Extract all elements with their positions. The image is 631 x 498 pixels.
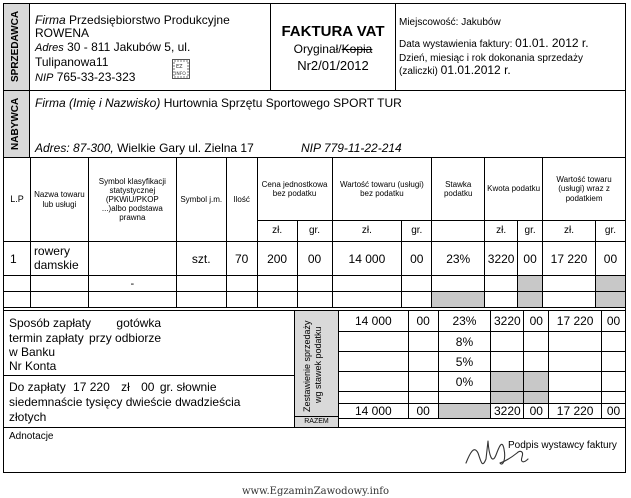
header-price-zl: zł.	[257, 221, 297, 242]
watermark-text: www.EgzaminZawodowy.info	[241, 486, 390, 497]
seller-address-1: 30 - 811 Jakubów 5, ul.	[67, 40, 191, 54]
payment-value: gotówka	[116, 316, 162, 330]
svg-text:EZ: EZ	[176, 64, 183, 70]
row1-rate: 23%	[432, 242, 485, 276]
seller-address-label: Adres	[35, 42, 64, 54]
seller-nip-label: NIP	[35, 72, 54, 84]
invoice-original: Oryginał/	[293, 42, 342, 56]
total-gross-gr: 00	[602, 404, 626, 419]
buyer-name-value: Hurtownia Sprzętu Sportowego SPORT TUR	[163, 96, 402, 110]
issue-date-value: 01.01. 2012 r.	[515, 36, 589, 50]
table-row	[339, 352, 626, 372]
place-value: Jakubów	[461, 17, 501, 28]
buyer-side-label: NABYWCA	[10, 97, 21, 150]
table-row	[339, 392, 626, 404]
stamp-logo-icon	[173, 60, 189, 78]
header-net: Wartość towaru (usługi) bez podatku	[332, 158, 432, 221]
header-price-gr: gr.	[297, 221, 332, 242]
header-net-zl: zł.	[332, 221, 402, 242]
seller-firm-name-1: Przedsiębiorstwo Produkcyjne	[69, 13, 230, 27]
table-row	[339, 311, 626, 332]
total-shaded-rate	[438, 404, 491, 419]
due-words-1: siedemnaście tysięcy dwieście dwadzieścia	[9, 395, 241, 409]
payment-label: Sposób zapłaty	[9, 316, 92, 330]
summary-vertical-label-2: wg stawek podatku	[313, 326, 323, 403]
buyer-name-label: Firma (Imię i Nazwisko)	[35, 96, 161, 110]
seller-nip-value: 765-33-23-323	[56, 70, 136, 84]
account-label: Nr Konta	[9, 359, 57, 373]
sale-date-label-1: Dzień, miesiąc i rok dokonania sprzedaży	[399, 53, 583, 64]
sale-date-label-2: (zaliczki)	[399, 66, 438, 77]
sale-date-value: 01.01.2012 r.	[440, 63, 511, 77]
seller-side-label: SPRZEDAWCA	[10, 10, 21, 82]
header-net-gr: gr.	[402, 221, 432, 242]
row1-net-zl: 14 000	[332, 242, 402, 276]
header-lp: L.P	[4, 158, 31, 242]
total-tax-zl: 3220	[491, 404, 524, 419]
notes-label: Adnotacje	[9, 431, 54, 442]
invoice-number: Nr2/01/2012	[297, 58, 369, 73]
row1-pkwiu	[88, 242, 176, 276]
svg-text:INFO: INFO	[175, 72, 186, 77]
sum-0-shaded-tax-zl	[491, 372, 524, 392]
sum-23-gross-gr: 00	[602, 311, 626, 332]
table-row	[339, 404, 626, 419]
table-row	[4, 242, 626, 276]
invoice-original-line	[270, 43, 396, 56]
invoice-title: FAKTURA VAT	[281, 23, 385, 40]
sum-5-rate: 5%	[438, 352, 491, 372]
table-row	[4, 292, 626, 308]
payment-line	[9, 317, 161, 330]
row1-lp: 1	[4, 242, 31, 276]
buyer-name-line	[35, 97, 402, 110]
signature-label: Podpis wystawcy faktury	[508, 440, 617, 451]
header-tax: Kwota podatku	[485, 158, 543, 221]
issue-date-line	[399, 37, 589, 50]
term-label: termin zapłaty	[9, 331, 84, 345]
header-gross-zl: zł.	[543, 221, 596, 242]
sum-23-net-gr: 00	[408, 311, 438, 332]
row3-shaded-rate	[432, 292, 485, 308]
row1-gross-gr: 00	[595, 242, 625, 276]
term-line	[9, 332, 161, 345]
buyer-address-line	[35, 142, 254, 155]
total-net-zl: 14 000	[339, 404, 409, 419]
header-rate: Stawka podatku	[432, 158, 485, 221]
seller-address-line	[35, 41, 190, 54]
row1-name-2: damskie	[33, 257, 79, 272]
header-tax-gr: gr.	[518, 221, 543, 242]
seller-nip-line	[35, 71, 135, 84]
due-words-2: złotych	[9, 410, 47, 424]
row1-tax-zl: 3220	[485, 242, 518, 276]
sum-23-tax-zl: 3220	[491, 311, 524, 332]
place-label: Miejscowość:	[399, 17, 459, 28]
row1-price-zl: 200	[257, 242, 297, 276]
sale-date-line	[399, 64, 511, 77]
due-zl: 17 220	[73, 380, 110, 394]
row1-name	[30, 242, 88, 276]
due-line	[9, 381, 217, 394]
header-tax-zl: zł.	[485, 221, 518, 242]
sum-8-rate: 8%	[438, 332, 491, 352]
row1-qty: 70	[226, 242, 257, 276]
header-gross: Wartość towaru (usługi) wraz z podatkiem	[543, 158, 626, 221]
row2-shaded-gross-gr	[595, 276, 625, 292]
buyer-address-value: Wielkie Gary ul. Zielna 17	[117, 141, 254, 155]
items-table	[3, 157, 626, 308]
due-gr: 00	[141, 380, 155, 394]
sum-23-tax-gr: 00	[524, 311, 549, 332]
header-gross-gr: gr.	[595, 221, 625, 242]
row2-shaded-tax-gr	[518, 276, 543, 292]
due-label: Do zapłaty	[9, 380, 66, 394]
seller-address-2: Tulipanowa11	[35, 55, 109, 69]
header-unit: Symbol j.m.	[176, 158, 226, 242]
table-row	[339, 332, 626, 352]
term-value: przy odbiorze	[89, 331, 162, 345]
seller-stamp-logo	[172, 59, 190, 79]
seller-firm-name-2: ROWENA	[35, 26, 89, 40]
buyer-nip: NIP 779-11-22-214	[301, 141, 402, 155]
table-row	[339, 372, 626, 392]
header-name: Nazwa towaru lub usługi	[30, 158, 88, 242]
row1-unit: szt.	[176, 242, 226, 276]
header-rate-empty	[432, 221, 485, 242]
summary-table	[338, 310, 626, 419]
table-row	[4, 276, 626, 292]
total-gross-zl: 17 220	[549, 404, 602, 419]
due-zl-label: zł	[121, 380, 130, 394]
sum-0-shaded-tax-gr	[524, 372, 549, 392]
place-line	[399, 17, 501, 28]
row3-shaded-gross-gr	[595, 292, 625, 308]
bank-label: w Banku	[9, 345, 56, 359]
sum-0-rate: 0%	[438, 372, 491, 392]
total-net-gr: 00	[408, 404, 438, 419]
row2-dash: -	[88, 276, 176, 292]
summary-vertical-label-1: Zestawienie sprzedaży	[302, 320, 312, 412]
row1-price-gr: 00	[297, 242, 332, 276]
row1-net-gr: 00	[402, 242, 432, 276]
row1-gross-zl: 17 220	[543, 242, 596, 276]
row1-name-1: rowery	[33, 243, 70, 258]
issue-date-label: Data wystawienia faktury:	[399, 39, 513, 50]
seller-firm-label: Firma	[35, 13, 66, 27]
buyer-address-label: Adres: 87-300,	[35, 141, 114, 155]
sum-23-rate: 23%	[438, 311, 491, 332]
header-qty: Ilość	[226, 158, 257, 242]
row1-tax-gr: 00	[518, 242, 543, 276]
invoice-copy: Kopia	[341, 42, 373, 56]
razem-label: RAZEM	[304, 418, 329, 425]
header-price: Cena jednostkowa bez podatku	[257, 158, 332, 221]
sum-23-gross-zl: 17 220	[549, 311, 602, 332]
row3-shaded-tax-gr	[518, 292, 543, 308]
total-tax-gr: 00	[524, 404, 549, 419]
sum-23-net-zl: 14 000	[339, 311, 409, 332]
due-gr-label: gr. słownie	[159, 380, 217, 394]
header-pkwiu: Symbol klasyfikacji statystycznej (PKWiU/PKOP ...)albo podstawa prawna	[88, 158, 176, 242]
